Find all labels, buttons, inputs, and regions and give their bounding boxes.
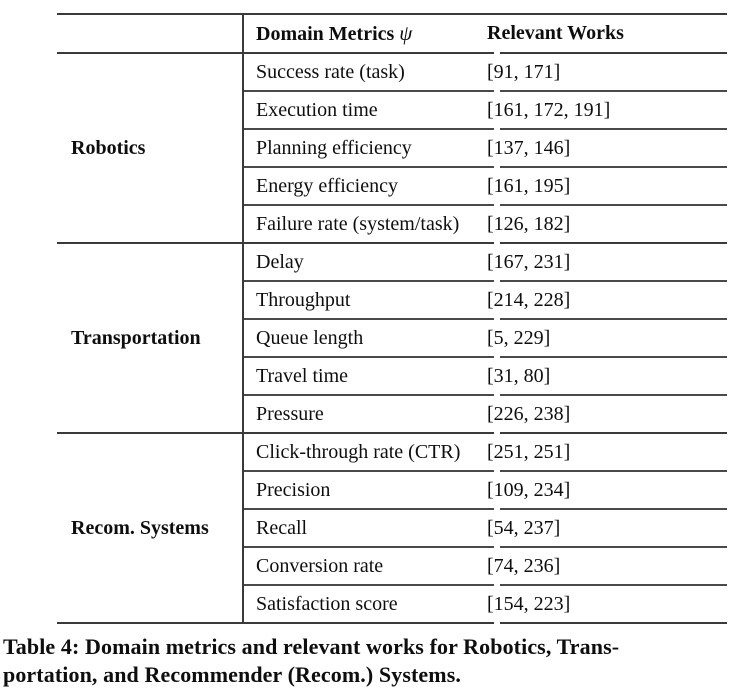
metric-cell: Precision: [243, 471, 494, 509]
metric-cell: Failure rate (system/task): [243, 205, 494, 243]
table-row: [57, 243, 727, 281]
domain-cell-recom-systems: Recom. Systems: [57, 433, 243, 623]
metric-cell: Recall: [243, 509, 494, 547]
works-cell: [54, 237]: [500, 509, 727, 547]
works-cell: [109, 234]: [500, 471, 727, 509]
metric-cell: Click-through rate (CTR): [243, 433, 494, 471]
metric-cell: Queue length: [243, 319, 494, 357]
works-cell: [91, 171]: [500, 53, 727, 91]
metric-cell: Throughput: [243, 281, 494, 319]
works-cell: [167, 231]: [500, 243, 727, 281]
works-cell: [161, 172, 191]: [500, 91, 727, 129]
header-domain-metrics: [243, 14, 494, 53]
works-cell: [137, 146]: [500, 129, 727, 167]
table-header-row: [57, 14, 727, 53]
works-cell: [251, 251]: [500, 433, 727, 471]
works-cell: [5, 229]: [500, 319, 727, 357]
domain-metrics-table: [57, 13, 727, 624]
metric-cell: Execution time: [243, 91, 494, 129]
table-row: [57, 53, 727, 91]
metric-cell: Pressure: [243, 395, 494, 433]
works-cell: [226, 238]: [500, 395, 727, 433]
header-relevant-works: Relevant Works: [500, 14, 727, 53]
domain-metrics-label: Domain Metrics: [256, 23, 395, 45]
works-cell: [31, 80]: [500, 357, 727, 395]
table-row: [57, 433, 727, 471]
domain-cell-transportation: Transportation: [57, 243, 243, 433]
metric-cell: Satisfaction score: [243, 585, 494, 623]
metric-cell: Travel time: [243, 357, 494, 395]
table-caption: [3, 633, 734, 689]
metric-cell: Conversion rate: [243, 547, 494, 585]
works-cell: [74, 236]: [500, 547, 727, 585]
works-cell: [214, 228]: [500, 281, 727, 319]
works-cell: [126, 182]: [500, 205, 727, 243]
works-cell: [161, 195]: [500, 167, 727, 205]
works-cell: [154, 223]: [500, 585, 727, 623]
metric-cell: Planning efficiency: [243, 129, 494, 167]
metric-cell: Energy efficiency: [243, 167, 494, 205]
metric-cell: Delay: [243, 243, 494, 281]
caption-line-2: portation, and Recommender (Recom.) Systems.: [3, 662, 461, 687]
caption-line-1: Table 4: Domain metrics and relevant works for Robotics, Trans-: [3, 634, 620, 659]
psi-symbol: ψ: [399, 21, 413, 45]
header-domain-cell: [57, 14, 243, 53]
domain-cell-robotics: Robotics: [57, 53, 243, 243]
metric-cell: Success rate (task): [243, 53, 494, 91]
